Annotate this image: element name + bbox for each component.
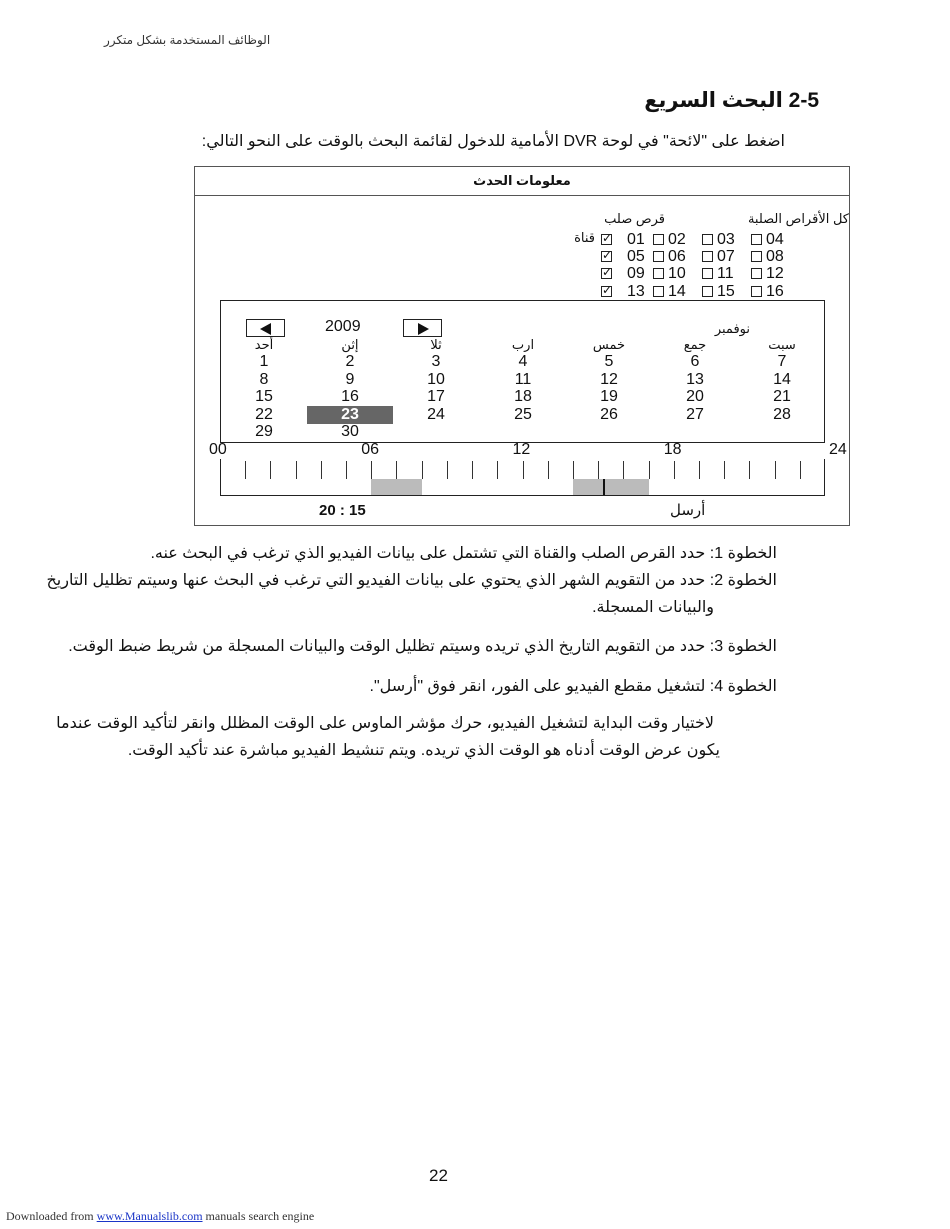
timeline-tick [497, 461, 498, 479]
current-time: 20 : 15 [319, 502, 366, 519]
calendar-day[interactable]: 14 [773, 370, 791, 388]
timeline-edge [220, 459, 221, 496]
timeline-tick [422, 461, 423, 479]
timeline-tick [749, 461, 750, 479]
channel-checkbox[interactable] [702, 251, 713, 262]
timeline-tick [346, 461, 347, 479]
recorded-range[interactable] [371, 479, 421, 495]
channel-checkbox[interactable] [751, 251, 762, 262]
calendar-day[interactable]: 30 [341, 423, 359, 440]
channel-checkbox[interactable] [601, 251, 612, 262]
calendar-day[interactable]: 27 [686, 405, 704, 423]
channel-number: 04 [766, 231, 784, 248]
calendar-day[interactable]: 12 [600, 370, 618, 388]
calendar-day[interactable]: 24 [427, 405, 445, 423]
calendar-day[interactable]: 7 [777, 353, 787, 370]
channel-checkbox[interactable] [653, 234, 664, 245]
channel-checkbox[interactable] [653, 268, 664, 279]
timeline-baseline [220, 495, 825, 496]
timeline-edge [824, 459, 825, 496]
timeline-tick [447, 461, 448, 479]
weekday-label: ثلا [430, 337, 442, 352]
timeline-hour-label: 18 [663, 441, 682, 458]
prev-month-button[interactable] [246, 319, 285, 337]
channel-number: 14 [668, 283, 686, 300]
timeline-tick [623, 461, 624, 479]
channel-checkbox[interactable] [751, 268, 762, 279]
page-number: 22 [429, 1166, 448, 1185]
timeline-tick [800, 461, 801, 479]
timeline-tick [396, 461, 397, 479]
timeline-bar[interactable] [220, 459, 825, 496]
calendar-month: نوفمبر [714, 321, 750, 336]
timeline-hour-label: 24 [829, 441, 847, 458]
weekday-label: جمع [683, 337, 707, 352]
calendar-day[interactable]: 19 [600, 388, 618, 405]
channel-number: 13 [627, 283, 645, 300]
channel-number: 05 [627, 248, 645, 265]
calendar-panel [220, 300, 825, 443]
calendar-day[interactable]: 4 [518, 353, 528, 370]
channel-number: 12 [766, 265, 784, 282]
arrow-right-icon [418, 323, 429, 335]
weekday-label: سبت [768, 337, 796, 352]
timeline-tick [472, 461, 473, 479]
calendar-day[interactable]: 26 [600, 405, 618, 423]
timeline-hour-label: 12 [512, 441, 531, 458]
weekday-label: أحد [254, 337, 274, 352]
calendar-day[interactable]: 10 [427, 370, 445, 388]
channel-number: 06 [668, 248, 686, 265]
timeline-tick [649, 461, 650, 479]
calendar-day[interactable]: 8 [259, 370, 269, 388]
footer [6, 1209, 314, 1224]
step-4: الخطوة 4: لتشغيل مقطع الفيديو على الفور، انقر فوق "أرسل". [369, 678, 777, 695]
timeline-tick [523, 461, 524, 479]
channel-number: 16 [766, 283, 784, 300]
timeline-hour-label: 06 [361, 441, 380, 458]
calendar-day[interactable]: 25 [514, 405, 532, 423]
calendar-day[interactable]: 15 [255, 388, 273, 405]
dialog-title: معلومات الحدث [195, 167, 849, 196]
timeline-tick [548, 461, 549, 479]
channel-checkbox[interactable] [702, 286, 713, 297]
channel-checkbox[interactable] [702, 234, 713, 245]
channel-checkbox[interactable] [702, 268, 713, 279]
calendar-day[interactable]: 13 [686, 370, 704, 388]
step-2: الخطوة 2: حدد من التقويم الشهر الذي يحتوي على بيانات الفيديو التي ترغب في البحث عنها وسيتم تظليل التاريخ [46, 572, 777, 589]
channel-number: 01 [627, 231, 645, 248]
send-button[interactable]: أرسل [670, 502, 706, 519]
event-info-dialog [194, 166, 850, 526]
all-hdd-label: كل الأقراص الصلبة [747, 211, 849, 226]
calendar-day[interactable]: 3 [431, 353, 441, 370]
calendar-day[interactable]: 9 [345, 370, 355, 388]
calendar-day[interactable]: 2 [345, 353, 355, 370]
calendar-day[interactable]: 5 [604, 353, 614, 370]
channel-number: 10 [668, 265, 686, 282]
channel-number: 09 [627, 265, 645, 282]
channel-checkbox[interactable] [751, 286, 762, 297]
next-month-button[interactable] [403, 319, 442, 337]
calendar-day[interactable]: 18 [514, 388, 532, 405]
weekday-label: إثن [341, 337, 359, 352]
timeline-tick [321, 461, 322, 479]
footer-suffix: manuals search engine [205, 1209, 315, 1223]
timeline-tick [598, 461, 599, 479]
timeline-tick [270, 461, 271, 479]
timeline-tick [674, 461, 675, 479]
note-line-2: يكون عرض الوقت أدناه هو الوقت الذي تريده. ويتم تنشيط الفيديو مباشرة عند تأكيد الوقت. [127, 742, 720, 759]
weekday-label: خمس [592, 337, 626, 352]
timeline-tick [296, 461, 297, 479]
step-2-continued: والبيانات المسجلة. [592, 599, 714, 616]
channel-number: 11 [717, 265, 734, 282]
channel-label: قناة [574, 230, 595, 245]
channel-number: 08 [766, 248, 784, 265]
timeline-tick [775, 461, 776, 479]
hdd-label: قرص صلب [604, 211, 665, 226]
channel-checkbox[interactable] [653, 286, 664, 297]
step-1: الخطوة 1: حدد القرص الصلب والقناة التي تشتمل على بيانات الفيديو الذي ترغب في البحث عنه. [150, 545, 777, 562]
calendar-day[interactable]: 1 [259, 353, 269, 370]
channel-number: 07 [717, 248, 735, 265]
calendar-day[interactable]: 6 [690, 353, 700, 370]
timeline-tick [245, 461, 246, 479]
step-3: الخطوة 3: حدد من التقويم التاريخ الذي تريده وسيتم تظليل الوقت والبيانات المسجلة من شريط ضبط الوقت. [68, 638, 777, 655]
channel-checkbox[interactable] [653, 251, 664, 262]
arrow-left-icon [260, 323, 271, 335]
footer-link[interactable]: www.Manualslib.com [96, 1209, 203, 1223]
calendar-day[interactable]: 11 [514, 370, 532, 388]
section-title: 2-5 البحث السريع [644, 89, 819, 112]
timeline-tick [573, 461, 574, 479]
channel-number: 15 [717, 283, 735, 300]
calendar-day-selected[interactable]: 23 [307, 406, 393, 424]
channel-number: 03 [717, 231, 735, 248]
recorded-range[interactable] [573, 479, 649, 495]
timeline-tick [724, 461, 725, 479]
calendar-year: 2009 [325, 318, 361, 335]
channel-checkbox[interactable] [601, 268, 612, 279]
calendar-day[interactable]: 21 [773, 388, 791, 405]
timeline-tick [699, 461, 700, 479]
calendar-day[interactable]: 20 [686, 388, 704, 405]
running-header: الوظائف المستخدمة بشكل متكرر [104, 33, 271, 47]
calendar-day[interactable]: 17 [427, 388, 445, 405]
timeline-cursor[interactable] [603, 479, 605, 495]
timeline-hour-label: 00 [209, 441, 227, 458]
calendar-day[interactable]: 29 [255, 423, 273, 440]
channel-checkbox[interactable] [751, 234, 762, 245]
calendar-day[interactable]: 28 [773, 405, 791, 423]
channel-checkbox[interactable] [601, 234, 612, 245]
timeline-tick [371, 461, 372, 479]
calendar-day[interactable]: 22 [255, 405, 273, 423]
weekday-label: ارب [511, 337, 535, 352]
intro-paragraph: اضغط على "لائحة" في لوحة DVR الأمامية للدخول لقائمة البحث بالوقت على النحو التالي: [201, 133, 785, 150]
footer-prefix: Downloaded from [6, 1209, 94, 1223]
channel-number: 02 [668, 231, 686, 248]
note-line-1: لاختيار وقت البداية لتشغيل الفيديو، حرك مؤشر الماوس على الوقت المظلل وانقر لتأكيد الوقت عندما [56, 715, 714, 732]
channel-checkbox[interactable] [601, 286, 612, 297]
calendar-day[interactable]: 16 [341, 388, 359, 405]
